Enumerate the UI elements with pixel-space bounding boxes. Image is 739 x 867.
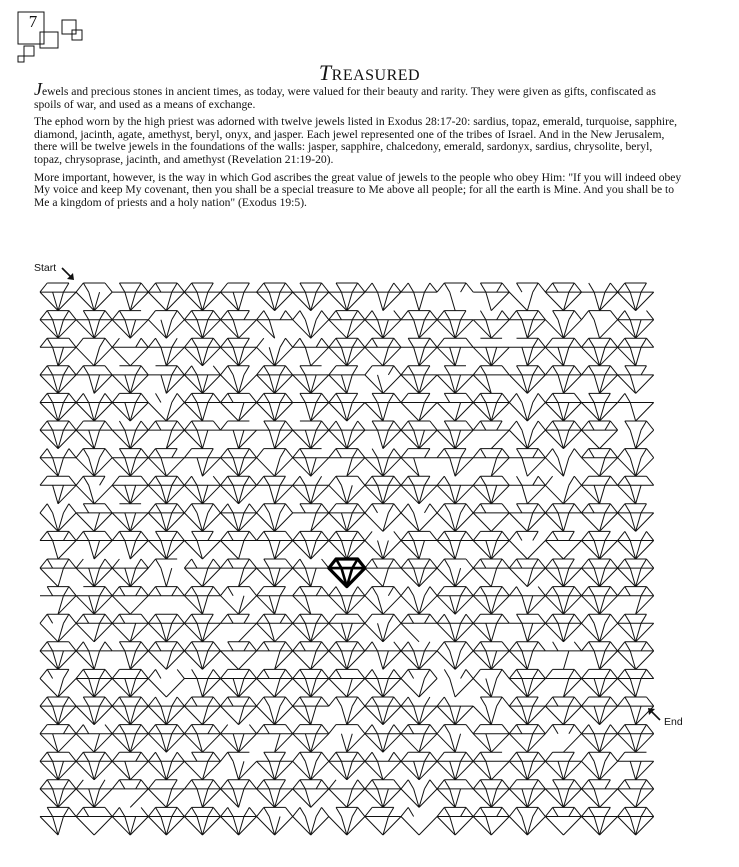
start-arrow-icon [62, 268, 74, 280]
end-label: End [664, 716, 683, 728]
start-label: Start [34, 262, 57, 274]
paragraph-3: More important, however, is the way in which God ascribes the great value of jewels to the people who obey Him: "If you will indeed obey My voice and keep My covenant, then you shall be a special treasure to Me above all people; for all the earth is Mine. And you shall be to Me a kingdom of priests and a holy nation" (Exodus 19:5). [34, 170, 682, 209]
end-arrow-icon [648, 708, 660, 720]
paragraph-1-text: ewels and precious stones in ancient times, as today, were valued for their beauty and rarity. They were given as gifts, confiscated as spoils of war, and used as a means of exchange. [34, 85, 656, 111]
drop-cap: J [34, 79, 42, 99]
title-rest: REASURED [331, 67, 421, 84]
paragraph-2: The ephod worn by the high priest was adorned with twelve jewels listed in Exodus 28:17-20: sardius, topaz, emerald, turquoise, sapphire, diamond, jacinth, agate, amethyst, beryl, onyx, and jasper. Each jewel represented one of the tribes of Israel. And in the New Jerusalem, there will be twelve jewels in the foundations of the walls: jasper, sapphire, chalcedony, emerald, sardonyx, sardius, chrysolite, beryl, topaz, chrysoprase, jacinth, and amethyst (Revelation 21:19-20). [34, 115, 677, 166]
title-initial: T [318, 60, 332, 85]
diamond-icon [329, 559, 365, 587]
page-number: 7 [28, 12, 38, 31]
